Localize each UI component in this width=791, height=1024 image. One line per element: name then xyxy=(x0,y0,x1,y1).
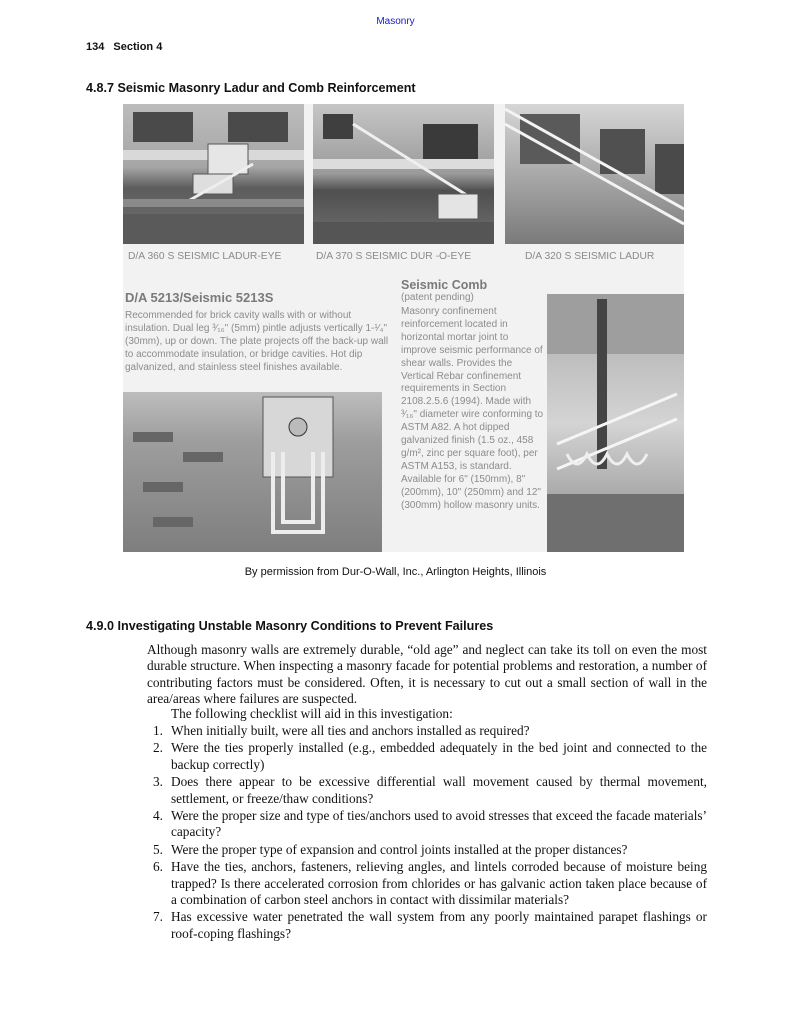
list-item-number: 1. xyxy=(153,723,163,738)
page-number: 134 xyxy=(86,41,105,53)
list-item xyxy=(147,723,707,739)
product-figure xyxy=(123,104,684,552)
list-item-text: Have the ties, anchors, fasteners, relieving angles, and lintels corroded because of moisture being trapped? Is there accelerated corrosion from chlorides or has galvanic action taken place because of a combination of carbon steel anchors in contact with dissimilar materials? xyxy=(171,859,707,908)
list-item-text: Has excessive water penetrated the wall system from any poorly maintained parapet flashings or roof-coping flashings? xyxy=(171,909,707,941)
seismic-comb-title: Seismic Comb xyxy=(401,278,488,292)
list-item xyxy=(147,859,707,908)
list-item-text: When initially built, were all ties and anchors installed as required? xyxy=(171,723,530,738)
list-item-number: 4. xyxy=(153,808,163,824)
list-item-text: Were the ties properly installed (e.g., embedded adequately in the bed joint and connected to the backup correctly) xyxy=(171,740,707,772)
photo-ladur xyxy=(505,104,684,244)
running-title[interactable]: Masonry xyxy=(376,16,415,27)
intro-paragraph: Although masonry walls are extremely durable, “old age” and neglect can take its toll on even the most durable structure. When inspecting a masonry facade for potential problems and restoration, a number of contributing factors must be considered. Often, it is necessary to cut out a small section of wall in the area/areas where failures are suspected. xyxy=(147,642,707,707)
da-5213-title: D/A 5213/Seismic 5213S xyxy=(125,290,274,305)
list-item-text: Were the proper type of expansion and control joints installed at the proper distances? xyxy=(171,841,628,857)
photo-pintle-tie xyxy=(123,392,382,552)
photo-dur-o-eye xyxy=(313,104,494,244)
figure-credit: By permission from Dur-O-Wall, Inc., Arlington Heights, Illinois xyxy=(244,566,547,578)
page-header xyxy=(86,41,162,53)
list-item-text: Were the proper size and type of ties/anchors used to avoid stresses that exceed the facade materials’ capacity? xyxy=(171,808,707,840)
list-item-number: 6. xyxy=(153,859,163,875)
photo-ladur-eye-graphic xyxy=(123,104,304,244)
photo-pintle-tie-graphic xyxy=(123,392,382,552)
section-label: Section 4 xyxy=(113,41,163,53)
list-item xyxy=(147,740,707,773)
list-item xyxy=(147,808,707,841)
list-item-number: 7. xyxy=(153,909,163,925)
photo-dur-o-eye-graphic xyxy=(313,104,494,244)
list-item-text: Does there appear to be excessive differential wall movement caused by thermal movement, settlement, or freeze/thaw conditions? xyxy=(171,774,707,806)
list-item xyxy=(147,909,707,942)
list-item xyxy=(147,774,707,807)
caption-ladur: D/A 320 S SEISMIC LADUR xyxy=(525,251,655,262)
seismic-comb-description: Masonry confinement reinforcement located in horizontal mortar joint to improve seismic performance of shear walls. Provides the Vertical Rebar confinement requirements in Section 2108.2.5.6 (1994). Made with ³⁄₁₆" diameter wire conforming to ASTM A82. A hot dipped galvanized finish (1.5 oz., 458 g/m², zinc per square foot), per ASTM A153, is standard. Available for 6" (150mm), 8" (200mm), 10" (250mm) and 12" (300mm) hollow masonry units. xyxy=(401,306,544,511)
section-487-heading: 4.8.7 Seismic Masonry Ladur and Comb Reinforcement xyxy=(86,81,416,95)
seismic-comb-patent: (patent pending) xyxy=(401,292,474,303)
photo-seismic-comb xyxy=(547,294,684,552)
section-490-heading: 4.9.0 Investigating Unstable Masonry Conditions to Prevent Failures xyxy=(86,619,494,633)
photo-ladur-graphic xyxy=(505,104,684,244)
caption-dur-o-eye: D/A 370 S SEISMIC DUR -O-EYE xyxy=(316,251,472,262)
list-item-number: 5. xyxy=(153,841,163,857)
caption-ladur-eye: D/A 360 S SEISMIC LADUR-EYE xyxy=(128,251,282,262)
list-item-number: 3. xyxy=(153,774,163,790)
photo-ladur-eye xyxy=(123,104,304,244)
list-item xyxy=(147,842,707,858)
investigation-checklist xyxy=(147,723,707,943)
checklist-intro: The following checklist will aid in this investigation: xyxy=(171,706,453,721)
da-5213-description: Recommended for brick cavity walls with or without insulation. Dual leg ³⁄₁₆" (5mm) pintle adjusts vertically 1-¹⁄₄" (30mm), up or down. The plate projects off the back-up wall to accommodate insulation, or bridge cavities. Hot dip galvanized, and stainless steel finishes available. xyxy=(125,310,389,373)
photo-seismic-comb-graphic xyxy=(547,294,684,552)
list-item-number: 2. xyxy=(153,740,163,756)
